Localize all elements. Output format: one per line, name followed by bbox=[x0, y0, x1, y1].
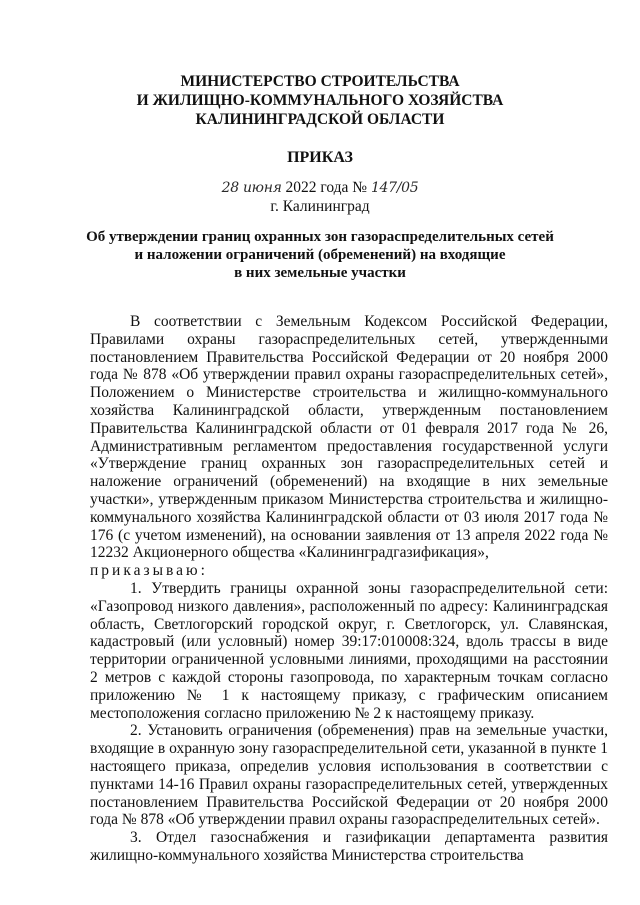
order-body bbox=[90, 313, 608, 865]
date-number-line bbox=[0, 178, 640, 198]
prikazyvayu-word: приказываю: bbox=[90, 562, 208, 580]
title-line-1: Об утверждении границ охранных зон газораспределительных сетей bbox=[86, 229, 554, 245]
city: г. Калининград bbox=[270, 198, 370, 215]
document-type: ПРИКАЗ bbox=[287, 149, 353, 166]
preamble-paragraph: В соответствии с Земельным Кодексом Российской Федерации, Правилами охраны газораспределительных сетей, утвержденными постановлением Правительства Российской Федерации от 20 ноября 2000 года № 878 «Об утверждении правил охраны газораспределительных сетей», Положением о Министерстве строительства и жилищно-коммунального хозяйства Калининградской области, утвержденным постановлением Правительства Калининградской области от 01 февраля 2017 года № 26, Административным регламентом предоставления государственной услуги «Утверждение границ охранных зон газораспределительных сетей и наложение ограничений (обременений) на входящие в них земельные участки», утвержденным приказом Министерства строительства и жилищно-коммунального хозяйства Калининградской области от 03 июля 2017 года № 176 (с учетом изменений), на основании заявления от 13 апреля 2022 года № 12232 Акционерного общества «Калининградгазификация», bbox=[90, 313, 608, 562]
ministry-name-line-2: И ЖИЛИЩНО-КОММУНАЛЬНОГО ХОЗЯЙСТВА bbox=[136, 92, 504, 109]
ministry-name-line-3: КАЛИНИНГРАДСКОЙ ОБЛАСТИ bbox=[195, 111, 445, 128]
handwritten-number: 147/05 bbox=[370, 180, 419, 196]
year-text: 2022 года № bbox=[285, 179, 368, 196]
item-2-paragraph: 2. Установить ограничения (обременения) прав на земельные участки, входящие в охранную зону газораспределительной сети, указанной в пункте 1 настоящего приказа, определив условия использования в соответствии с пунктами 14-16 Правил охраны газораспределительных сетей, утвержденных постановлением Правительства Российской Федерации от 20 ноября 2000 года № 878 «Об утверждении правил охраны газораспределительных сетей». bbox=[90, 722, 608, 829]
title-line-2: и наложении ограничений (обременений) на входящие bbox=[134, 247, 506, 263]
title-line-3: в них земельные участки bbox=[234, 265, 406, 281]
ministry-name-line-1: МИНИСТЕРСТВО СТРОИТЕЛЬСТВА bbox=[180, 73, 460, 90]
item-1-paragraph: 1. Утвердить границы охранной зоны газораспределительной сети: «Газопровод низкого давления», расположенный по адресу: Калининградская область, Светлогорский городской округ, г. Светлогорск, ул. Славянская, кадастровый (или условный) номер 39:17:010008:324, вдоль трассы в виде территории ограниченной условными линиями, проходящими на расстоянии 2 метров с каждой стороны газопровода, по характерным точкам согласно приложению № 1 к настоящему приказу, с графическим описанием местоположения согласно приложению № 2 к настоящему приказу. bbox=[90, 579, 608, 722]
item-3-paragraph: 3. Отдел газоснабжения и газификации департамента развития жилищно-коммунального хозяйства Министерства строительства bbox=[90, 829, 608, 864]
handwritten-date: 28 июня bbox=[221, 180, 282, 196]
